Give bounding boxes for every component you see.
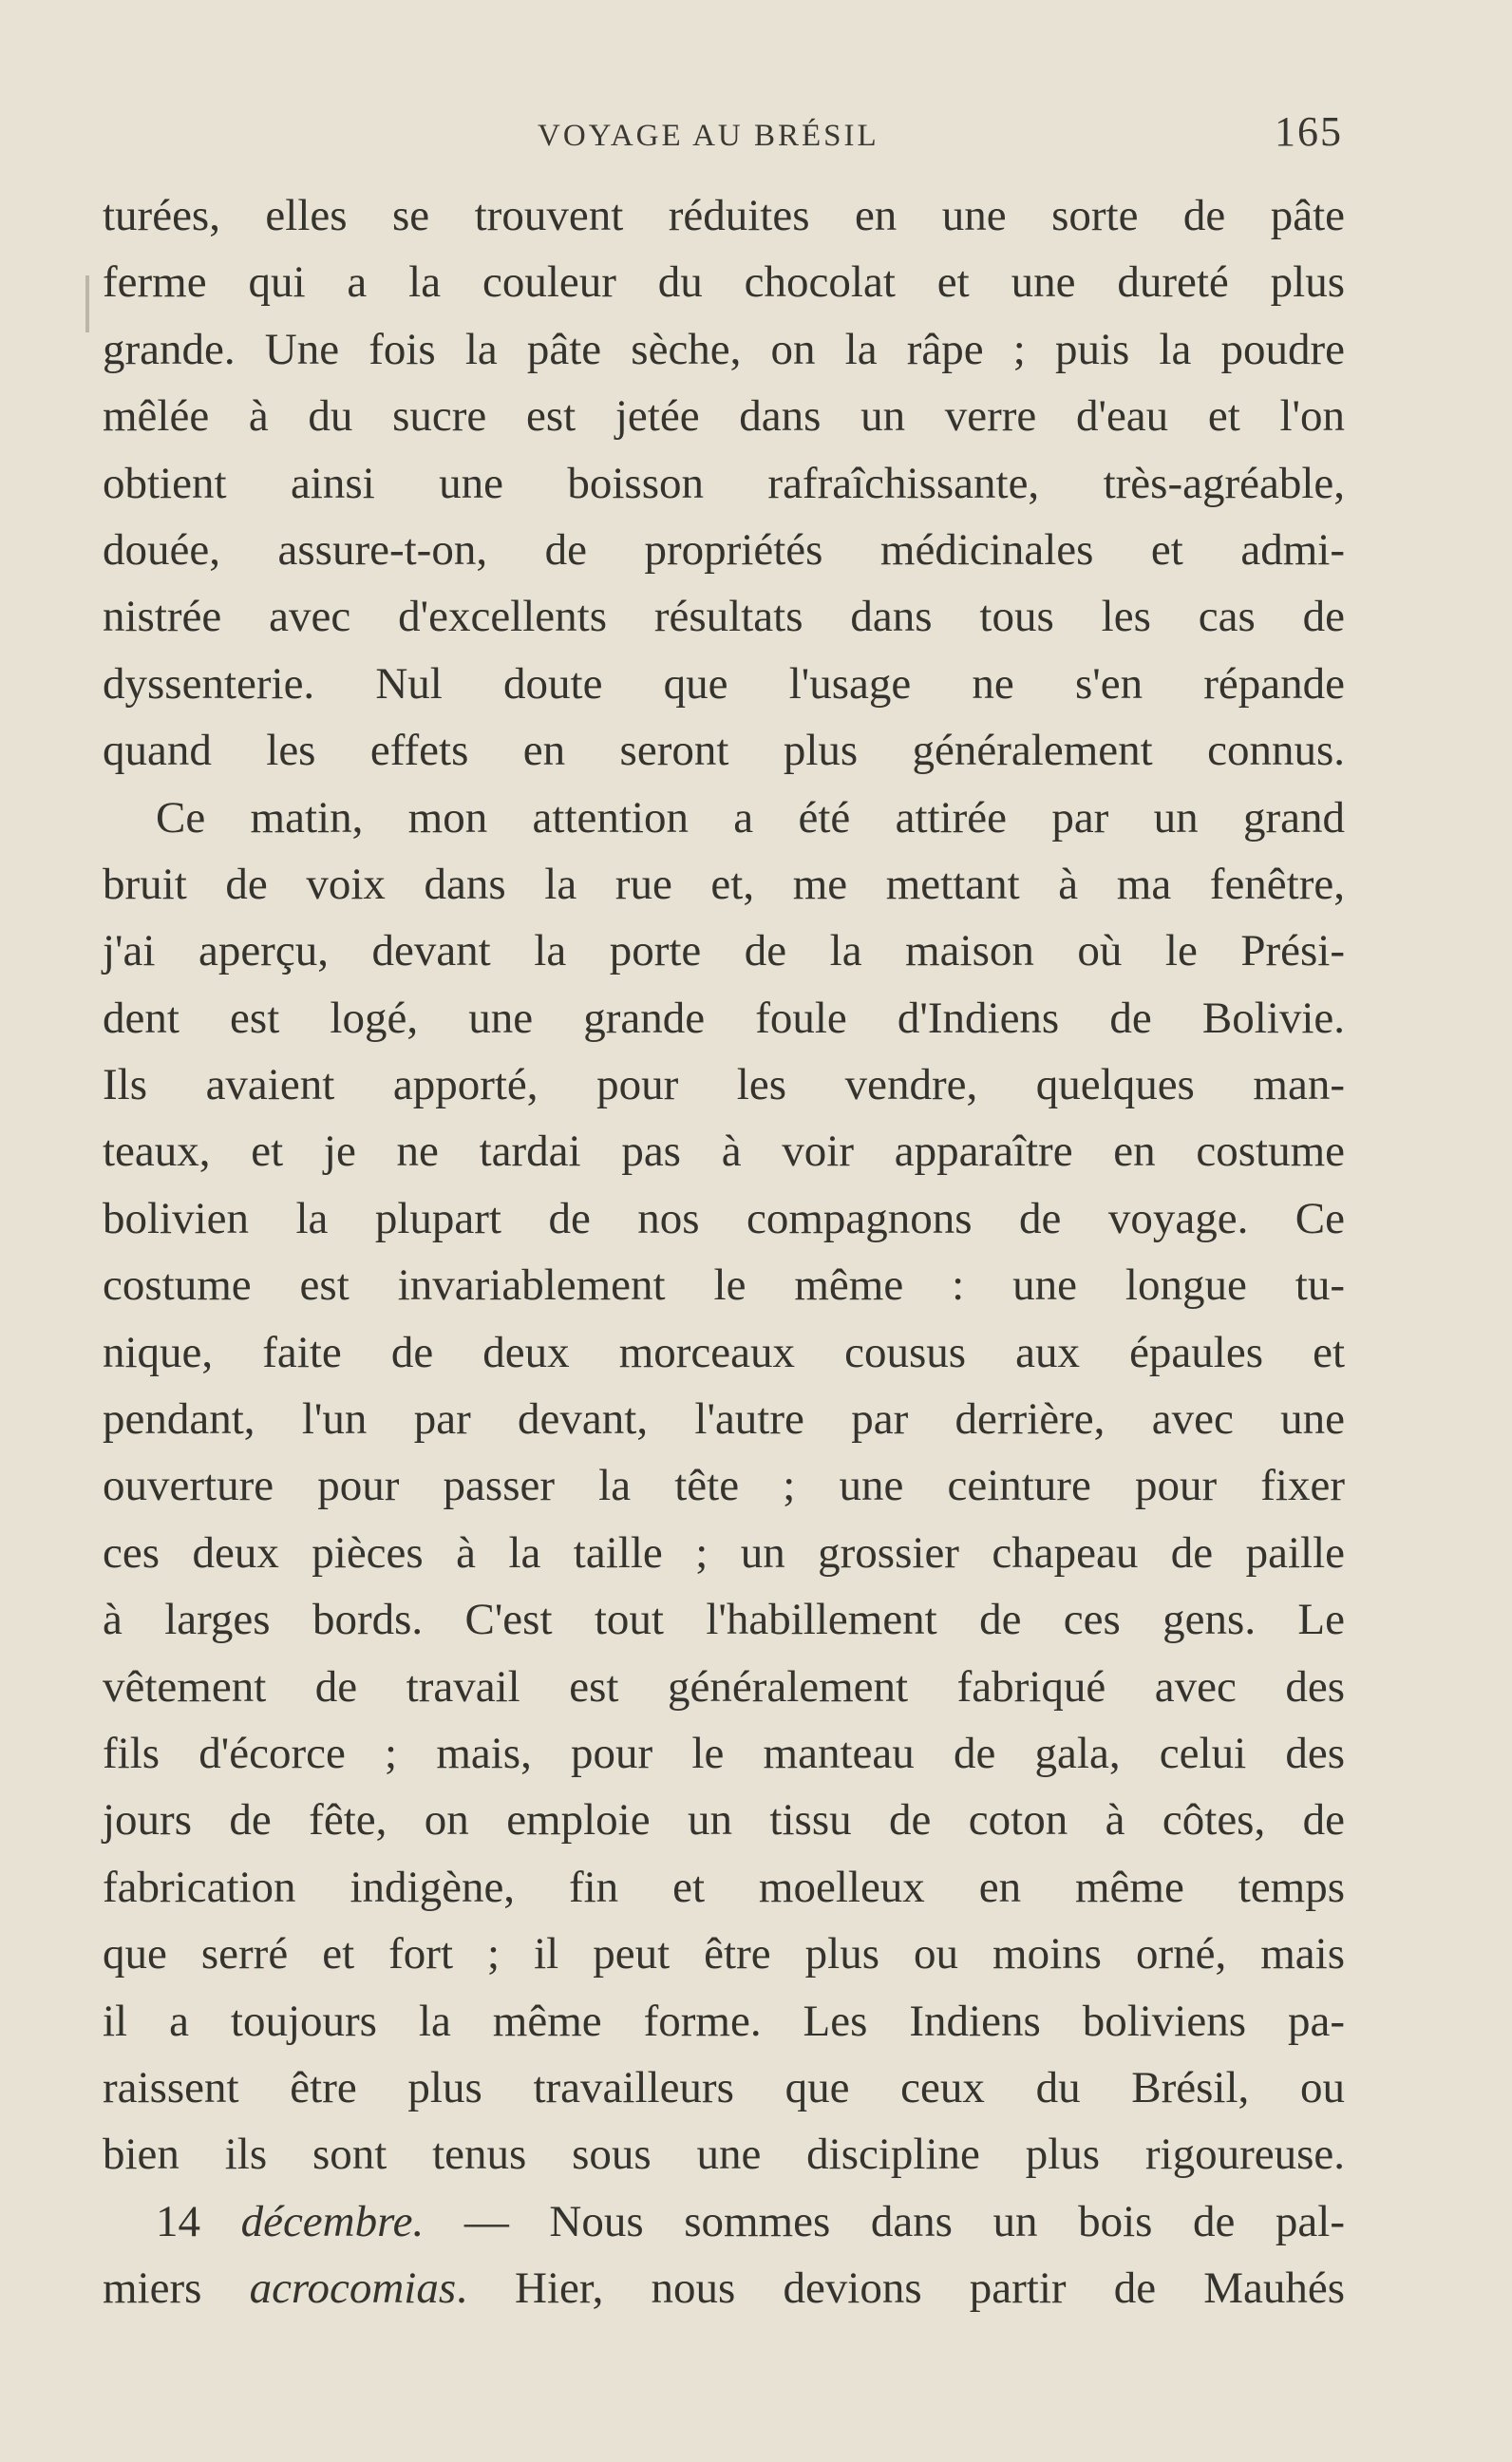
date-line bbox=[103, 2188, 1345, 2255]
date-line-text: — Nous sommes dans un bois de pal- bbox=[424, 2196, 1346, 2246]
text-line: dyssenterie. Nul doute que l'usage ne s'en répande bbox=[103, 658, 1345, 709]
text-line: j'ai aperçu, devant la porte de la maison où le Prési- bbox=[103, 926, 1345, 976]
text-line: il a toujours la même forme. Les Indiens boliviens pa- bbox=[103, 1996, 1345, 2046]
text-line: que serré et fort ; il peut être plus ou moins orné, mais bbox=[103, 1929, 1345, 1979]
date-month: décembre. bbox=[240, 2196, 425, 2246]
date-day: 14 bbox=[156, 2196, 200, 2246]
running-head: VOYAGE AU BRÉSIL bbox=[538, 119, 879, 153]
text-line: teaux, et je ne tardai pas à voir apparaître en costume bbox=[103, 1127, 1345, 1177]
text-line: raissent être plus travailleurs que ceux du Brésil, ou bbox=[103, 2062, 1345, 2112]
text-line: bolivien la plupart de nos compagnons de voyage. Ce bbox=[103, 1193, 1345, 1243]
text-line: douée, assure-t-on, de propriétés médicinales et admi- bbox=[103, 524, 1345, 575]
text-line: fils d'écorce ; mais, pour le manteau de gala, celui des bbox=[103, 1728, 1345, 1778]
text-line: obtient ainsi une boisson rafraîchissante, très-agréable, bbox=[103, 458, 1345, 508]
text-line: pendant, l'un par devant, l'autre par derrière, avec une bbox=[103, 1394, 1345, 1445]
paragraph-start-line: Ce matin, mon attention a été attirée par un grand bbox=[156, 792, 1345, 843]
text-line: jours de fête, on emploie un tissu de coton à côtes, de bbox=[103, 1795, 1345, 1846]
final-line-italic: acrocomias bbox=[249, 2263, 457, 2314]
text-line: ferme qui a la couleur du chocolat et une dureté plus bbox=[103, 257, 1345, 308]
body-text bbox=[103, 182, 1345, 2322]
text-line: vêtement de travail est généralement fabriqué avec des bbox=[103, 1661, 1345, 1712]
final-line-end: . Hier, nous devions partir de Mauhés bbox=[456, 2263, 1346, 2314]
text-line: grande. Une fois la pâte sèche, on la râpe ; puis la poudre bbox=[103, 324, 1345, 374]
text-line: bruit de voix dans la rue et, me mettant à ma fenêtre, bbox=[103, 859, 1345, 909]
text-line: fabrication indigène, fin et moelleux en même temps bbox=[103, 1862, 1345, 1912]
text-line: costume est invariablement le même : une longue tu- bbox=[103, 1260, 1345, 1311]
final-line bbox=[103, 2255, 1345, 2321]
final-line-start: miers bbox=[103, 2263, 250, 2314]
text-line: Ils avaient apporté, pour les vendre, quelques man- bbox=[103, 1060, 1345, 1110]
text-line: turées, elles se trouvent réduites en une sorte de pâte bbox=[103, 191, 1345, 240]
page-number: 165 bbox=[1275, 108, 1343, 155]
text-line: ouverture pour passer la tête ; une ceinture pour fixer bbox=[103, 1461, 1345, 1511]
text-line: à larges bords. C'est tout l'habillement de ces gens. Le bbox=[103, 1595, 1345, 1645]
text-line: bien ils sont tenus sous une discipline plus rigoureuse. bbox=[103, 2130, 1345, 2180]
text-line: nique, faite de deux morceaux cousus aux épaules et bbox=[103, 1327, 1345, 1377]
text-line: ces deux pièces à la taille ; un grossier chapeau de paille bbox=[103, 1527, 1345, 1578]
margin-mark bbox=[85, 275, 89, 332]
text-line: dent est logé, une grande foule d'Indiens de Bolivie. bbox=[103, 993, 1345, 1043]
text-line: quand les effets en seront plus généralement connus. bbox=[103, 726, 1345, 776]
page-header bbox=[0, 108, 1512, 160]
text-line: mêlée à du sucre est jetée dans un verre d'eau et l'on bbox=[103, 391, 1345, 442]
text-line: nistrée avec d'excellents résultats dans tous les cas de bbox=[103, 592, 1345, 642]
